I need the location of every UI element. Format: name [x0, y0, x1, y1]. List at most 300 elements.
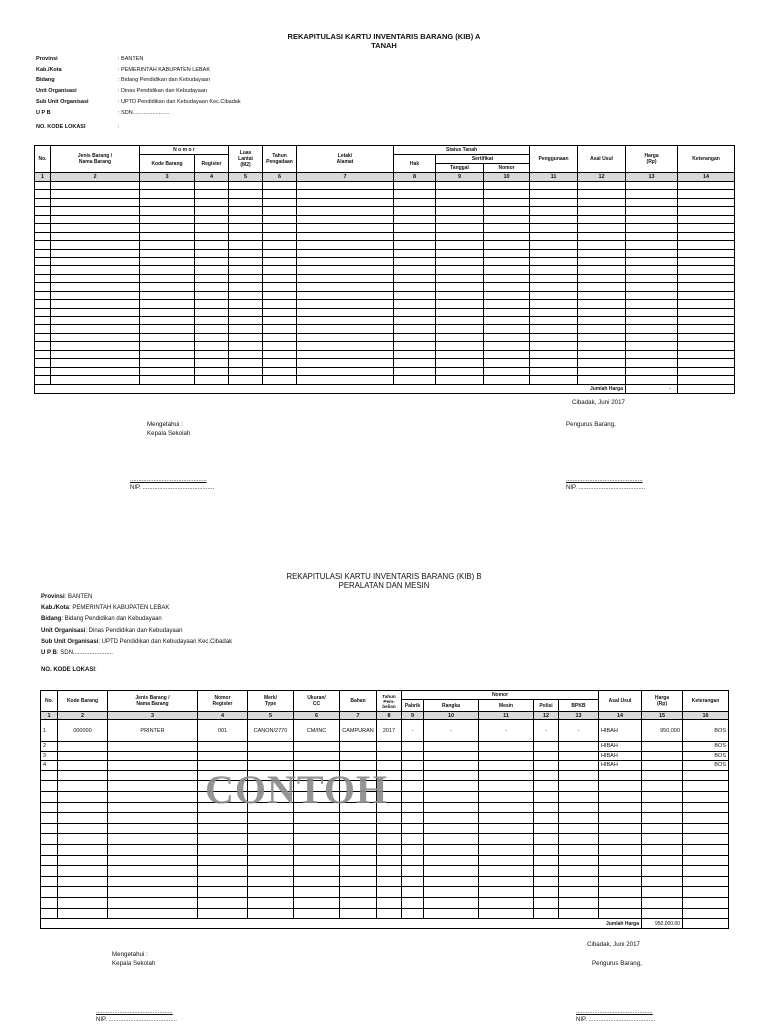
table-cell[interactable] — [436, 300, 484, 308]
table-cell[interactable] — [394, 274, 436, 282]
cell-jenis[interactable] — [108, 761, 198, 771]
table-cell[interactable] — [297, 182, 394, 190]
table-cell[interactable] — [41, 866, 58, 877]
table-cell[interactable] — [484, 359, 530, 367]
cell-bahan[interactable]: CAMPURAN — [340, 720, 377, 742]
table-cell[interactable] — [35, 241, 51, 249]
table-cell[interactable] — [599, 781, 642, 792]
table-cell[interactable] — [294, 813, 340, 824]
table-cell[interactable] — [479, 897, 534, 908]
table-cell[interactable] — [436, 257, 484, 265]
table-cell[interactable] — [578, 300, 626, 308]
table-cell[interactable] — [436, 224, 484, 232]
table-cell[interactable] — [530, 241, 578, 249]
table-cell[interactable] — [195, 232, 229, 240]
table-cell[interactable] — [578, 317, 626, 325]
table-cell[interactable] — [58, 781, 108, 792]
table-cell[interactable] — [599, 813, 642, 824]
table-cell[interactable] — [530, 249, 578, 257]
table-cell[interactable] — [436, 376, 484, 384]
table-cell[interactable] — [599, 823, 642, 834]
table-cell[interactable] — [198, 834, 248, 845]
table-cell[interactable] — [51, 376, 140, 384]
table-cell[interactable] — [479, 876, 534, 887]
table-cell[interactable] — [297, 291, 394, 299]
cell-merk[interactable]: CANON/2770 — [248, 720, 294, 742]
table-cell[interactable] — [678, 224, 735, 232]
table-cell[interactable] — [534, 834, 559, 845]
table-cell[interactable] — [377, 844, 402, 855]
table-cell[interactable] — [41, 844, 58, 855]
table-cell[interactable] — [599, 866, 642, 877]
table-cell[interactable] — [195, 207, 229, 215]
cell-polisi[interactable] — [534, 761, 559, 771]
table-cell[interactable] — [297, 300, 394, 308]
table-cell[interactable] — [479, 781, 534, 792]
table-cell[interactable] — [248, 834, 294, 845]
table-cell[interactable] — [642, 813, 683, 824]
table-cell[interactable] — [484, 300, 530, 308]
table-cell[interactable] — [263, 274, 297, 282]
table-cell[interactable] — [530, 215, 578, 223]
table-cell[interactable] — [424, 770, 479, 781]
cell-asal[interactable]: HIBAH — [599, 742, 642, 752]
table-cell[interactable] — [297, 376, 394, 384]
table-cell[interactable] — [530, 333, 578, 341]
table-cell[interactable] — [58, 802, 108, 813]
table-cell[interactable] — [578, 376, 626, 384]
table-cell[interactable] — [35, 308, 51, 316]
table-cell[interactable] — [140, 342, 195, 350]
table-cell[interactable] — [195, 367, 229, 375]
table-cell[interactable] — [58, 887, 108, 898]
table-cell[interactable] — [248, 813, 294, 824]
table-cell[interactable] — [484, 274, 530, 282]
table-cell[interactable] — [294, 876, 340, 887]
table-cell[interactable] — [35, 342, 51, 350]
table-cell[interactable] — [340, 908, 377, 919]
table-cell[interactable] — [578, 249, 626, 257]
table-cell[interactable] — [263, 198, 297, 206]
table-cell[interactable] — [297, 232, 394, 240]
table-cell[interactable] — [229, 283, 263, 291]
table-cell[interactable] — [534, 770, 559, 781]
table-cell[interactable] — [248, 887, 294, 898]
cell-asal[interactable]: HIBAH — [599, 720, 642, 742]
table-cell[interactable] — [530, 350, 578, 358]
table-cell[interactable] — [58, 834, 108, 845]
table-cell[interactable] — [642, 802, 683, 813]
table-cell[interactable] — [51, 300, 140, 308]
table-cell[interactable] — [484, 333, 530, 341]
table-cell[interactable] — [534, 844, 559, 855]
table-cell[interactable] — [263, 232, 297, 240]
table-cell[interactable] — [108, 791, 198, 802]
cell-ket[interactable]: BOS — [683, 742, 729, 752]
table-cell[interactable] — [294, 866, 340, 877]
table-cell[interactable] — [578, 333, 626, 341]
table-cell[interactable] — [479, 844, 534, 855]
table-cell[interactable] — [294, 908, 340, 919]
table-cell[interactable] — [436, 232, 484, 240]
table-cell[interactable] — [683, 844, 729, 855]
table-cell[interactable] — [263, 308, 297, 316]
table-cell[interactable] — [683, 791, 729, 802]
table-cell[interactable] — [678, 257, 735, 265]
table-cell[interactable] — [402, 866, 424, 877]
table-cell[interactable] — [484, 376, 530, 384]
table-cell[interactable] — [248, 908, 294, 919]
table-cell[interactable] — [377, 897, 402, 908]
table-cell[interactable] — [424, 866, 479, 877]
table-cell[interactable] — [229, 359, 263, 367]
table-cell[interactable] — [599, 834, 642, 845]
table-cell[interactable] — [479, 887, 534, 898]
table-cell[interactable] — [534, 813, 559, 824]
table-cell[interactable] — [35, 249, 51, 257]
table-cell[interactable] — [479, 834, 534, 845]
table-cell[interactable] — [195, 300, 229, 308]
table-cell[interactable] — [402, 855, 424, 866]
table-cell[interactable] — [195, 291, 229, 299]
table-cell[interactable] — [683, 802, 729, 813]
table-cell[interactable] — [35, 350, 51, 358]
table-cell[interactable] — [41, 887, 58, 898]
table-cell[interactable] — [424, 781, 479, 792]
table-cell[interactable] — [626, 308, 678, 316]
table-cell[interactable] — [479, 908, 534, 919]
table-cell[interactable] — [263, 241, 297, 249]
table-cell[interactable] — [263, 190, 297, 198]
table-cell[interactable] — [263, 257, 297, 265]
cell-asal[interactable]: HIBAH — [599, 751, 642, 761]
table-cell[interactable] — [51, 266, 140, 274]
table-cell[interactable] — [484, 266, 530, 274]
table-cell[interactable] — [479, 823, 534, 834]
table-cell[interactable] — [294, 897, 340, 908]
table-cell[interactable] — [578, 325, 626, 333]
table-cell[interactable] — [58, 813, 108, 824]
table-cell[interactable] — [51, 274, 140, 282]
table-cell[interactable] — [394, 198, 436, 206]
table-cell[interactable] — [678, 232, 735, 240]
table-cell[interactable] — [436, 333, 484, 341]
table-cell[interactable] — [58, 770, 108, 781]
cell-merk[interactable] — [248, 742, 294, 752]
table-cell[interactable] — [297, 308, 394, 316]
table-cell[interactable] — [402, 791, 424, 802]
table-cell[interactable] — [297, 342, 394, 350]
table-cell[interactable] — [394, 308, 436, 316]
table-cell[interactable] — [263, 215, 297, 223]
table-cell[interactable] — [578, 274, 626, 282]
table-cell[interactable] — [394, 190, 436, 198]
table-cell[interactable] — [484, 257, 530, 265]
table-cell[interactable] — [626, 257, 678, 265]
table-cell[interactable] — [678, 283, 735, 291]
table-cell[interactable] — [195, 241, 229, 249]
cell-bahan[interactable] — [340, 742, 377, 752]
table-cell[interactable] — [642, 897, 683, 908]
table-cell[interactable] — [51, 367, 140, 375]
table-cell[interactable] — [394, 182, 436, 190]
table-cell[interactable] — [58, 908, 108, 919]
table-cell[interactable] — [140, 232, 195, 240]
table-cell[interactable] — [559, 887, 599, 898]
table-cell[interactable] — [41, 813, 58, 824]
table-cell[interactable] — [578, 308, 626, 316]
table-cell[interactable] — [35, 274, 51, 282]
table-cell[interactable] — [35, 367, 51, 375]
table-cell[interactable] — [394, 367, 436, 375]
table-cell[interactable] — [599, 770, 642, 781]
table-cell[interactable] — [678, 359, 735, 367]
cell-polisi[interactable]: - — [534, 720, 559, 742]
table-cell[interactable] — [35, 207, 51, 215]
table-cell[interactable] — [294, 887, 340, 898]
table-cell[interactable] — [678, 325, 735, 333]
table-cell[interactable] — [484, 198, 530, 206]
table-cell[interactable] — [678, 215, 735, 223]
table-cell[interactable] — [626, 215, 678, 223]
table-cell[interactable] — [41, 876, 58, 887]
table-cell[interactable] — [530, 182, 578, 190]
table-cell[interactable] — [195, 215, 229, 223]
table-cell[interactable] — [108, 866, 198, 877]
table-cell[interactable] — [599, 887, 642, 898]
cell-jenis[interactable] — [108, 751, 198, 761]
table-cell[interactable] — [229, 215, 263, 223]
table-cell[interactable] — [534, 855, 559, 866]
table-cell[interactable] — [626, 325, 678, 333]
table-cell[interactable] — [229, 333, 263, 341]
table-cell[interactable] — [436, 317, 484, 325]
table-cell[interactable] — [642, 844, 683, 855]
table-cell[interactable] — [530, 342, 578, 350]
table-cell[interactable] — [436, 350, 484, 358]
table-cell[interactable] — [41, 802, 58, 813]
table-cell[interactable] — [642, 770, 683, 781]
table-cell[interactable] — [530, 308, 578, 316]
table-cell[interactable] — [394, 249, 436, 257]
table-cell[interactable] — [35, 190, 51, 198]
table-cell[interactable] — [229, 190, 263, 198]
table-cell[interactable] — [297, 367, 394, 375]
table-cell[interactable] — [678, 207, 735, 215]
table-cell[interactable] — [340, 897, 377, 908]
table-cell[interactable] — [297, 198, 394, 206]
table-cell[interactable] — [108, 834, 198, 845]
cell-ukuran[interactable] — [294, 742, 340, 752]
table-cell[interactable] — [51, 232, 140, 240]
table-cell[interactable] — [140, 207, 195, 215]
table-cell[interactable] — [578, 182, 626, 190]
table-cell[interactable] — [534, 897, 559, 908]
table-cell[interactable] — [436, 207, 484, 215]
cell-reg[interactable]: 001 — [198, 720, 248, 742]
table-cell[interactable] — [263, 224, 297, 232]
table-cell[interactable] — [436, 367, 484, 375]
table-cell[interactable] — [229, 342, 263, 350]
table-cell[interactable] — [683, 876, 729, 887]
table-cell[interactable] — [195, 350, 229, 358]
table-cell[interactable] — [530, 257, 578, 265]
table-cell[interactable] — [402, 887, 424, 898]
table-cell[interactable] — [35, 359, 51, 367]
table-cell[interactable] — [229, 291, 263, 299]
table-cell[interactable] — [51, 215, 140, 223]
table-cell[interactable] — [35, 232, 51, 240]
table-cell[interactable] — [229, 182, 263, 190]
table-cell[interactable] — [198, 844, 248, 855]
table-cell[interactable] — [377, 908, 402, 919]
cell-rangka[interactable]: - — [424, 720, 479, 742]
table-cell[interactable] — [297, 325, 394, 333]
table-cell[interactable] — [297, 350, 394, 358]
table-cell[interactable] — [229, 198, 263, 206]
table-cell[interactable] — [140, 182, 195, 190]
table-cell[interactable] — [195, 325, 229, 333]
table-cell[interactable] — [377, 823, 402, 834]
table-cell[interactable] — [377, 834, 402, 845]
table-cell[interactable] — [402, 844, 424, 855]
table-cell[interactable] — [626, 207, 678, 215]
cell-asal[interactable]: HIBAH — [599, 761, 642, 771]
table-cell[interactable] — [678, 342, 735, 350]
table-cell[interactable] — [402, 781, 424, 792]
table-cell[interactable] — [484, 182, 530, 190]
table-cell[interactable] — [41, 908, 58, 919]
cell-bahan[interactable] — [340, 751, 377, 761]
table-cell[interactable] — [248, 876, 294, 887]
table-cell[interactable] — [263, 249, 297, 257]
cell-harga[interactable]: 950,000 — [642, 720, 683, 742]
table-cell[interactable] — [377, 876, 402, 887]
table-cell[interactable] — [626, 333, 678, 341]
cell-kode[interactable] — [58, 751, 108, 761]
table-cell[interactable] — [198, 823, 248, 834]
cell-kode[interactable]: 000000 — [58, 720, 108, 742]
table-cell[interactable] — [626, 249, 678, 257]
table-cell[interactable] — [248, 855, 294, 866]
table-cell[interactable] — [297, 249, 394, 257]
table-cell[interactable] — [340, 876, 377, 887]
table-cell[interactable] — [530, 325, 578, 333]
cell-harga[interactable] — [642, 751, 683, 761]
table-cell[interactable] — [198, 897, 248, 908]
table-cell[interactable] — [559, 823, 599, 834]
table-cell[interactable] — [229, 232, 263, 240]
table-cell[interactable] — [140, 376, 195, 384]
table-cell[interactable] — [683, 897, 729, 908]
table-cell[interactable] — [35, 182, 51, 190]
table-cell[interactable] — [424, 834, 479, 845]
table-cell[interactable] — [140, 224, 195, 232]
table-cell[interactable] — [479, 855, 534, 866]
table-cell[interactable] — [51, 350, 140, 358]
table-cell[interactable] — [140, 367, 195, 375]
cell-bpkb[interactable] — [559, 751, 599, 761]
table-cell[interactable] — [626, 266, 678, 274]
table-cell[interactable] — [559, 866, 599, 877]
table-cell[interactable] — [678, 317, 735, 325]
table-cell[interactable] — [534, 866, 559, 877]
table-cell[interactable] — [530, 207, 578, 215]
table-cell[interactable] — [559, 908, 599, 919]
table-cell[interactable] — [424, 823, 479, 834]
table-cell[interactable] — [263, 376, 297, 384]
cell-ket[interactable]: BOS — [683, 751, 729, 761]
table-cell[interactable] — [195, 333, 229, 341]
table-cell[interactable] — [534, 887, 559, 898]
table-cell[interactable] — [599, 791, 642, 802]
table-cell[interactable] — [599, 897, 642, 908]
table-cell[interactable] — [626, 198, 678, 206]
table-cell[interactable] — [297, 241, 394, 249]
table-cell[interactable] — [534, 791, 559, 802]
table-cell[interactable] — [599, 908, 642, 919]
table-cell[interactable] — [51, 359, 140, 367]
cell-jenis[interactable] — [108, 742, 198, 752]
table-cell[interactable] — [340, 834, 377, 845]
cell-harga[interactable] — [642, 742, 683, 752]
table-cell[interactable] — [41, 897, 58, 908]
table-cell[interactable] — [530, 190, 578, 198]
table-cell[interactable] — [377, 813, 402, 824]
table-cell[interactable] — [530, 317, 578, 325]
cell-ket[interactable]: BOS — [683, 720, 729, 742]
table-cell[interactable] — [626, 376, 678, 384]
table-cell[interactable] — [683, 770, 729, 781]
cell-mesin[interactable] — [479, 742, 534, 752]
cell-tahun[interactable]: 2017 — [377, 720, 402, 742]
table-cell[interactable] — [195, 257, 229, 265]
table-cell[interactable] — [479, 866, 534, 877]
table-cell[interactable] — [297, 215, 394, 223]
table-cell[interactable] — [340, 813, 377, 824]
table-cell[interactable] — [530, 359, 578, 367]
table-cell[interactable] — [195, 376, 229, 384]
table-cell[interactable] — [195, 266, 229, 274]
table-cell[interactable] — [263, 359, 297, 367]
table-cell[interactable] — [626, 283, 678, 291]
table-cell[interactable] — [51, 224, 140, 232]
table-cell[interactable] — [484, 224, 530, 232]
table-cell[interactable] — [436, 182, 484, 190]
table-cell[interactable] — [642, 866, 683, 877]
table-cell[interactable] — [642, 887, 683, 898]
cell-polisi[interactable] — [534, 742, 559, 752]
table-cell[interactable] — [534, 876, 559, 887]
table-cell[interactable] — [108, 781, 198, 792]
cell-tahun[interactable] — [377, 751, 402, 761]
table-cell[interactable] — [578, 266, 626, 274]
cell-reg[interactable] — [198, 751, 248, 761]
cell-pabrik[interactable] — [402, 761, 424, 771]
cell-no[interactable]: 3 — [41, 751, 58, 761]
table-cell[interactable] — [340, 887, 377, 898]
table-cell[interactable] — [394, 224, 436, 232]
table-cell[interactable] — [297, 283, 394, 291]
cell-bpkb[interactable] — [559, 761, 599, 771]
cell-rangka[interactable] — [424, 761, 479, 771]
table-cell[interactable] — [35, 300, 51, 308]
table-cell[interactable] — [394, 333, 436, 341]
table-cell[interactable] — [402, 897, 424, 908]
cell-tahun[interactable] — [377, 742, 402, 752]
cell-mesin[interactable] — [479, 761, 534, 771]
table-cell[interactable] — [108, 908, 198, 919]
